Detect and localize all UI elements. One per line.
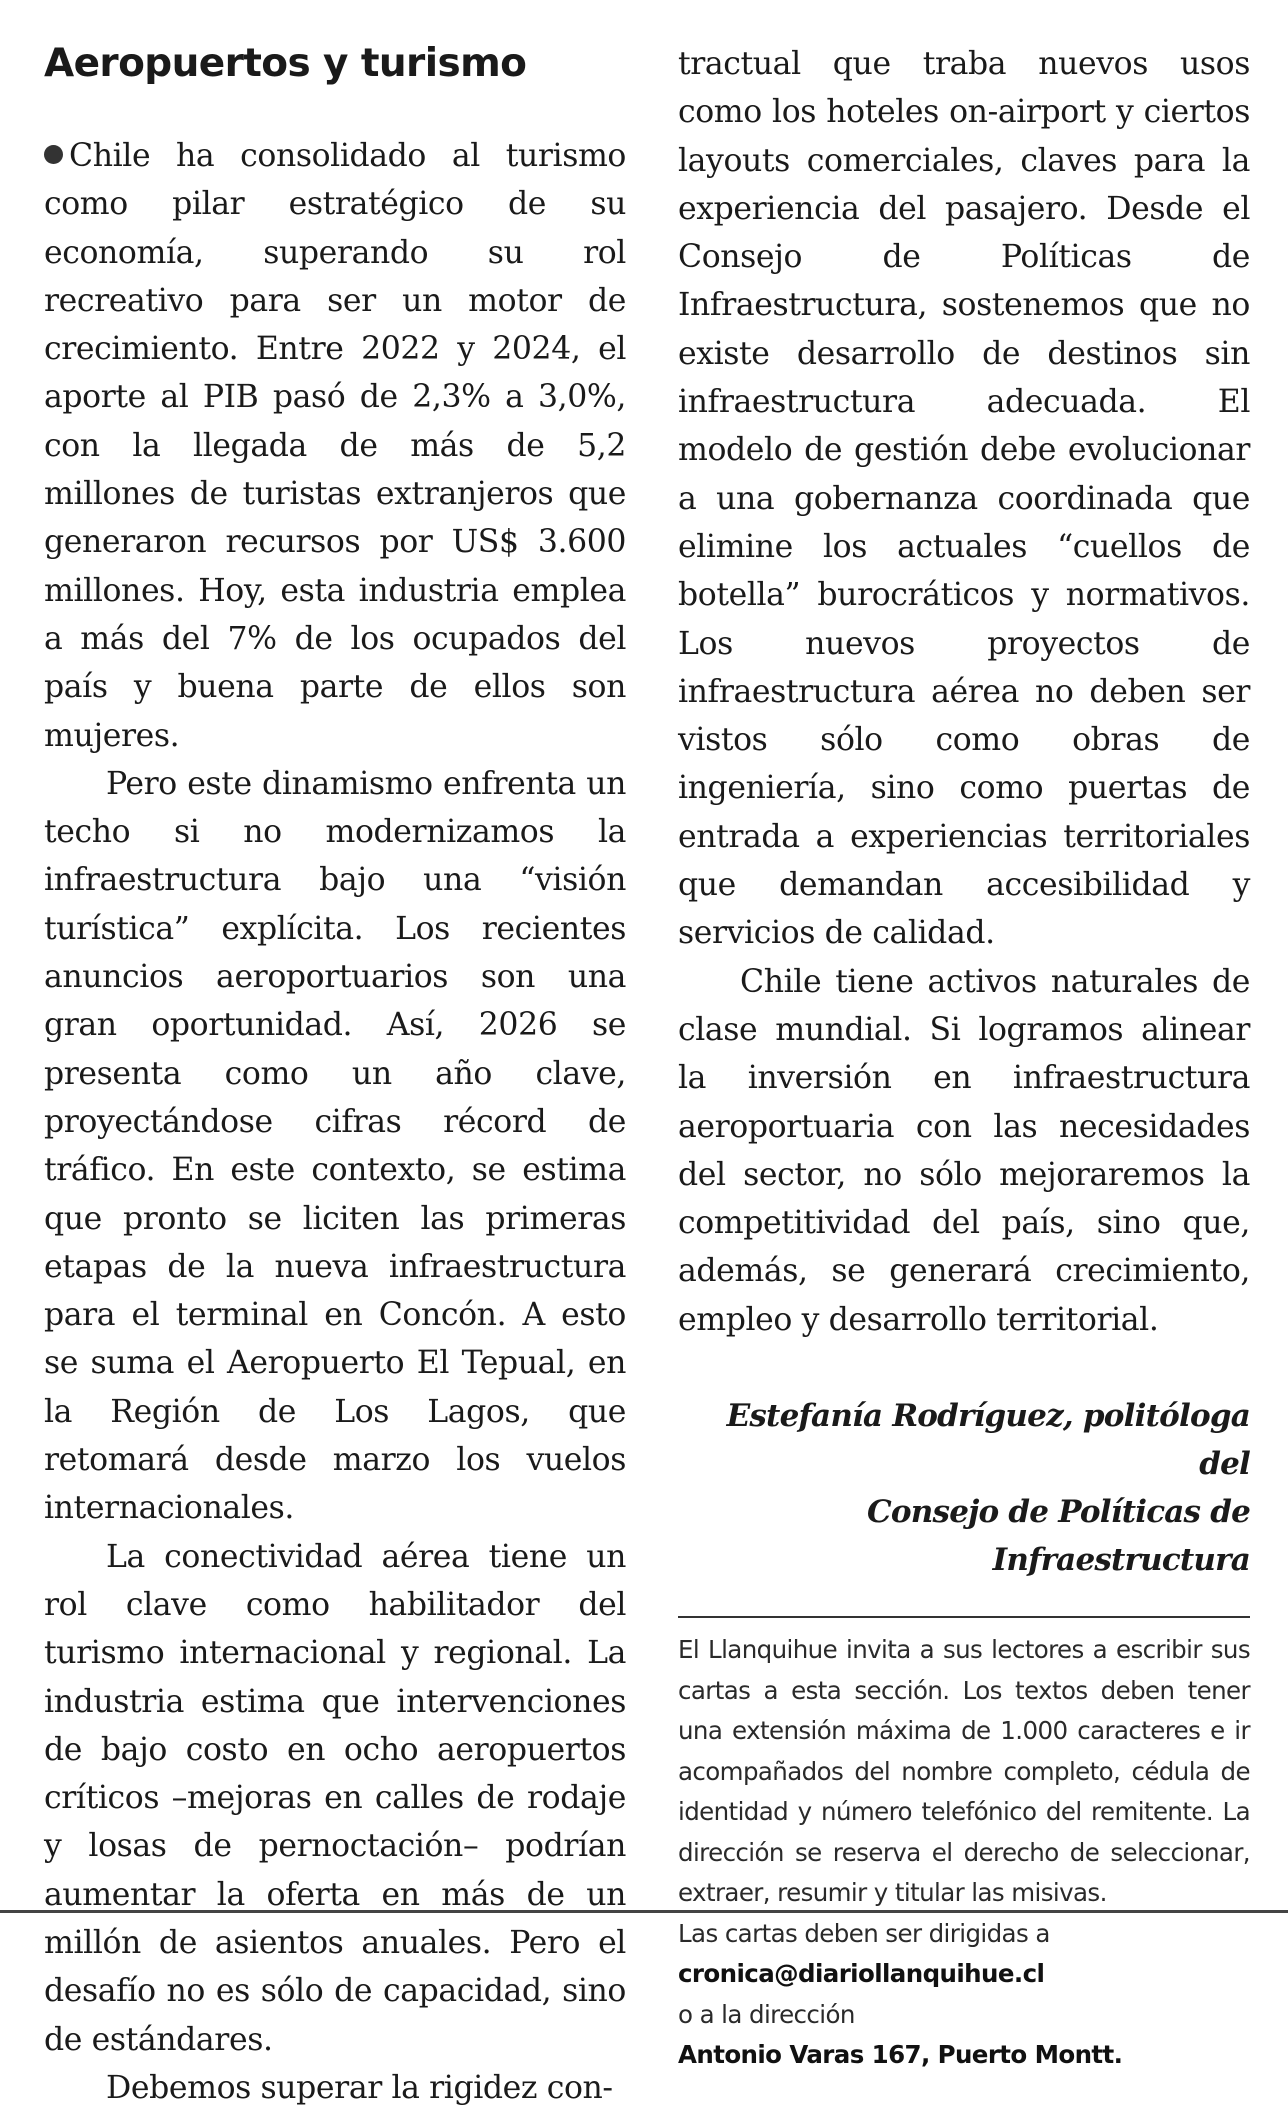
headline: Aeropuertos y turismo (44, 41, 527, 86)
section-divider (678, 1616, 1250, 1618)
right-column (678, 40, 1250, 2076)
notice-addressed-to: Las cartas deben ser dirigidas a (678, 1918, 1050, 1948)
article-paragraph-1-text: Chile ha consolidado al turismo como pilar estratégico de su economía, superando su rol recreativo para ser un motor de crecimiento. Entre 2022 y 2024, el aporte al PIB pasó de 2,3% a 3,0%, con la llegada de más de 5,2 millones de turistas extranjeros que generaron recursos por US$ 3.600 millones. Hoy, esta industria emplea a más del 7% de los ocupados del país y buena parte de ellos son mujeres. (44, 138, 626, 754)
signature-line-2: Consejo de Políticas de Infraestructura (867, 1494, 1250, 1579)
article-paragraph-1 (44, 132, 626, 760)
left-column (44, 40, 626, 2112)
notice-email-link[interactable]: cronica@diariollanquihue.cl (678, 1959, 1045, 1989)
article-paragraph-3: La conectividad aérea tiene un rol clave como habilitador del turismo internacional y regional. La industria estima que intervenciones de bajo costo en ocho aeropuertos críticos –mejoras en calles de rodaje y losas de pernoctación– podrían aumentar la oferta en más de un millón de asientos anuales. Pero el desafío no es sólo de capacidad, sino de estándares. (44, 1538, 626, 2058)
notice-or-address: o a la dirección (678, 1999, 855, 2029)
article-paragraph-2: Pero este dinamismo enfrenta un techo si no modernizamos la infraestructura bajo una “visión turística” explícita. Los recientes anuncios aeroportuarios son una gran oportunidad. Así, 2026 se presenta como un año clave, proyectándose cifras récord de tráfico. En este contexto, se estima que pronto se liciten las primeras etapas de la nueva infraestructura para el terminal en Concón. A esto se suma el Aeropuerto El Tepual, en la Región de Los Lagos, que retomará desde marzo los vuelos internacionales. (44, 765, 626, 1527)
article-paragraph-4-start: Debemos superar la rigidez con- (106, 2069, 613, 2106)
signature-line-1: Estefanía Rodríguez, politóloga del (726, 1398, 1250, 1483)
author-signature (678, 1392, 1250, 1584)
notice-text: El Llanquihue invita a sus lectores a escribir sus cartas a esta sección. Los textos deben tener una extensión máxima de 1.000 caracteres e ir acompañados del nombre completo, cédula de identidad y número telefónico del remitente. La dirección se reserva el derecho de seleccionar, extraer, resumir y titular las misivas. (678, 1635, 1250, 1908)
bullet-icon (44, 145, 63, 164)
bottom-rule (0, 1910, 1288, 1913)
reader-letters-notice (678, 1630, 1250, 2076)
notice-address: Antonio Varas 167, Puerto Montt. (678, 2040, 1123, 2070)
article-paragraph-4-continued: tractual que traba nuevos usos como los hoteles on-airport y ciertos layouts comerciales, claves para la experiencia del pasajero. Desde el Consejo de Políticas de Infraestructura, sostenemos que no existe desarrollo de destinos sin infraestructura adecuada. El modelo de gestión debe evolucionar a una gobernanza coordinada que elimine los actuales “cuellos de botella” burocráticos y normativos. Los nuevos proyectos de infraestructura aérea no deben ser vistos sólo como obras de ingeniería, sino como puertas de entrada a experiencias territoriales que demandan accesibilidad y servicios de calidad. (678, 46, 1250, 952)
article-paragraph-5: Chile tiene activos naturales de clase mundial. Si logramos alinear la inversión en infraestructura aeroportuaria con las necesidades del sector, no sólo mejoraremos la competitividad del país, sino que, además, se generará crecimiento, empleo y desarrollo territorial. (678, 963, 1250, 1338)
